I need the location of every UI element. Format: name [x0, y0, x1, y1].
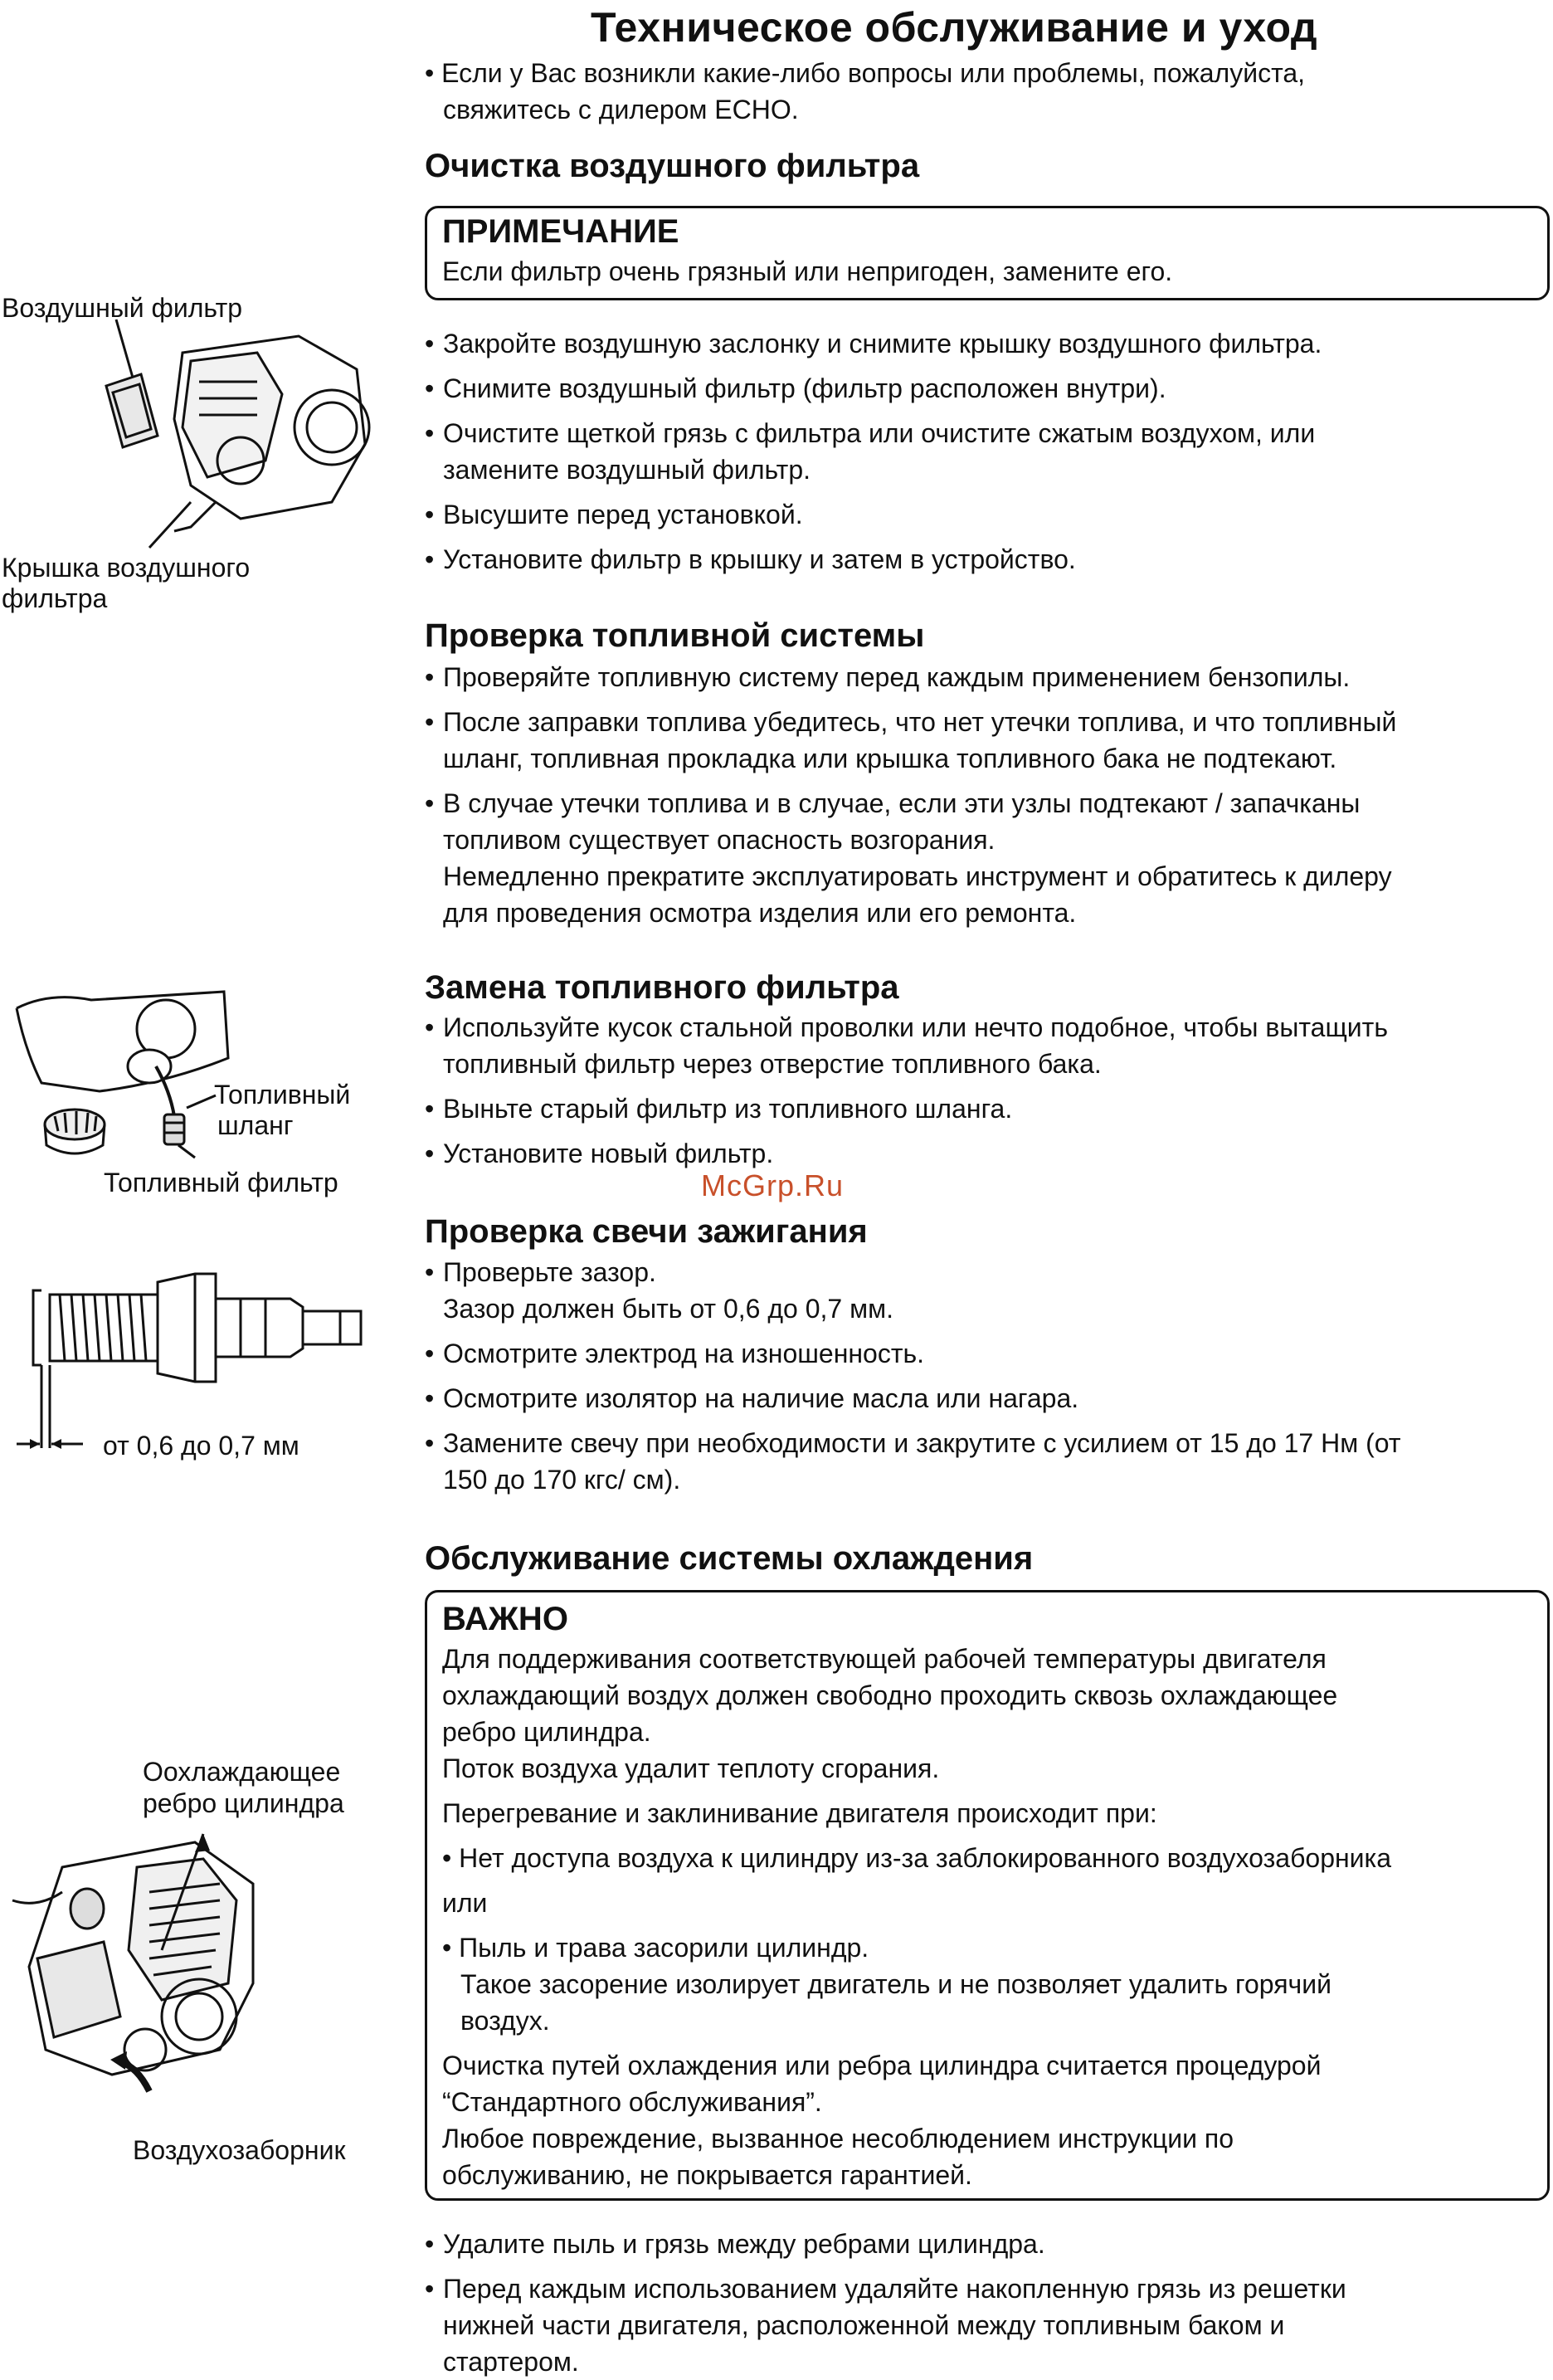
- important-line: воздух.: [460, 2006, 550, 2036]
- list-item: • Проверяйте топливную систему перед каждым применением бензопилы.: [425, 659, 1528, 695]
- label-air-filter-cover-2: фильтра: [2, 583, 108, 613]
- intro-line: свяжитесь с дилером ECHO.: [443, 95, 799, 124]
- fuel-filter-text: [425, 1009, 1528, 1172]
- list-item: • Осмотрите изолятор на наличие масла или нагара.: [425, 1380, 1528, 1417]
- list-item-continuation: топливом существует опасность возгорания.: [443, 825, 996, 855]
- label-fuel-hose: Топливный: [214, 1080, 351, 1110]
- important-line: ребро цилиндра.: [442, 1717, 651, 1747]
- note-text: Если фильтр очень грязный или непригоден, замените его.: [442, 256, 1173, 286]
- list-item: • Высушите перед установкой.: [425, 496, 1528, 533]
- list-item: • Проверьте зазор.: [425, 1254, 1528, 1290]
- list-item: • Установите фильтр в крышку и затем в устройство.: [425, 541, 1528, 578]
- list-item: • В случае утечки топлива и в случае, если эти узлы подтекают / запачканы: [425, 785, 1528, 822]
- list-item: • Осмотрите электрод на изношенность.: [425, 1335, 1528, 1372]
- label-air-filter-cover: Крышка воздушного: [2, 553, 251, 583]
- note-title: ПРИМЕЧАНИЕ: [442, 213, 679, 250]
- important-line: Любое повреждение, вызванное несоблюдением инструкции по: [442, 2124, 1234, 2153]
- list-item-continuation: нижней части двигателя, расположенной между топливным баком и: [443, 2310, 1285, 2340]
- air-filter-illustration: [91, 319, 373, 552]
- fuel-system-text: [425, 659, 1528, 931]
- page-title: Техническое обслуживание и уход: [591, 4, 1318, 51]
- label-fuel-hose-2: шланг: [217, 1110, 294, 1140]
- cooling-steps: [425, 2226, 1528, 2380]
- important-line: охлаждающий воздух должен свободно проходить сквозь охлаждающее: [442, 1680, 1338, 1710]
- important-line: Перегревание и заклинивание двигателя происходит при:: [442, 1798, 1157, 1828]
- important-title: ВАЖНО: [442, 1601, 568, 1637]
- list-item-continuation: шланг, топливная прокладка или крышка топливного бака не подтекают.: [443, 744, 1337, 773]
- important-line: обслуживанию, не покрывается гарантией.: [442, 2160, 972, 2190]
- important-line: • Пыль и трава засорили цилиндр.: [442, 1933, 869, 1963]
- fuel-filter-heading: Замена топливного фильтра: [425, 969, 899, 1006]
- list-item-continuation: стартером.: [443, 2347, 579, 2377]
- list-item: • Используйте кусок стальной проволки или нечто подобное, чтобы вытащить: [425, 1009, 1528, 1046]
- spark-plug-heading: Проверка свечи зажигания: [425, 1213, 868, 1250]
- list-item-continuation: Зазор должен быть от 0,6 до 0,7 мм.: [443, 1294, 893, 1324]
- cooling-heading: Обслуживание системы охлаждения: [425, 1540, 1034, 1577]
- list-item: • Удалите пыль и грязь между ребрами цилиндра.: [425, 2226, 1528, 2262]
- list-item: • Установите новый фильтр.: [425, 1135, 1528, 1172]
- label-cooling-fin: Оохлаждающее: [143, 1757, 341, 1787]
- list-item: • Снимите воздушный фильтр (фильтр расположен внутри).: [425, 370, 1528, 407]
- air-filter-heading: Очистка воздушного фильтра: [425, 148, 920, 184]
- important-line: Для поддерживания соответствующей рабочей температуры двигателя: [442, 1644, 1327, 1674]
- list-item: • Выньте старый фильтр из топливного шланга.: [425, 1090, 1528, 1127]
- list-item-continuation: для проведения осмотра изделия или его ремонта.: [443, 898, 1077, 928]
- label-fuel-filter: Топливный фильтр: [104, 1168, 338, 1197]
- list-item-continuation: топливный фильтр через отверстие топливного бака.: [443, 1049, 1102, 1079]
- important-line: Поток воздуха удалит теплоту сгорания.: [442, 1753, 940, 1783]
- engine-cooling-illustration: [12, 1817, 261, 2083]
- label-air-intake: Воздухозаборник: [133, 2135, 346, 2165]
- watermark: McGrp.Ru: [701, 1168, 845, 1202]
- intro-line: • Если у Вас возникли какие-либо вопросы или проблемы, пожалуйста,: [425, 58, 1306, 88]
- fuel-system-heading: Проверка топливной системы: [425, 617, 925, 654]
- spark-plug-text: [425, 1254, 1528, 1498]
- important-line: или: [442, 1888, 488, 1918]
- list-item: • Замените свечу при необходимости и закрутите с усилием от 15 до 17 Нм (от: [425, 1425, 1528, 1461]
- important-line: Такое засорение изолирует двигатель и не позволяет удалить горячий: [460, 1969, 1331, 1999]
- important-line: “Стандартного обслуживания”.: [442, 2087, 822, 2117]
- important-box: [425, 1590, 1550, 2201]
- list-item-continuation: Немедленно прекратите эксплуатировать инструмент и обратитесь к дилеру: [443, 861, 1392, 891]
- label-air-filter: Воздушный фильтр: [2, 293, 243, 323]
- list-item-continuation: замените воздушный фильтр.: [443, 455, 811, 485]
- label-spark-gap: от 0,6 до 0,7 мм: [103, 1431, 299, 1461]
- list-item: • Перед каждым использованием удаляйте накопленную грязь из решетки: [425, 2270, 1528, 2307]
- note-box: [425, 206, 1550, 300]
- fuel-filter-illustration: [17, 992, 232, 1174]
- important-line: Очистка путей охлаждения или ребра цилиндра считается процедурой: [442, 2051, 1322, 2080]
- list-item-continuation: 150 до 170 кгс/ см).: [443, 1465, 681, 1495]
- list-item: • После заправки топлива убедитесь, что нет утечки топлива, и что топливный: [425, 704, 1528, 740]
- list-item: • Закройте воздушную заслонку и снимите крышку воздушного фильтра.: [425, 325, 1528, 362]
- label-cooling-fin-2: ребро цилиндра: [143, 1788, 344, 1818]
- important-line: • Нет доступа воздуха к цилиндру из-за заблокированного воздухозаборника: [442, 1843, 1392, 1873]
- intro-text: [425, 55, 1528, 128]
- air-filter-steps: [425, 325, 1528, 578]
- list-item: • Очистите щеткой грязь с фильтра или очистите сжатым воздухом, или: [425, 415, 1528, 451]
